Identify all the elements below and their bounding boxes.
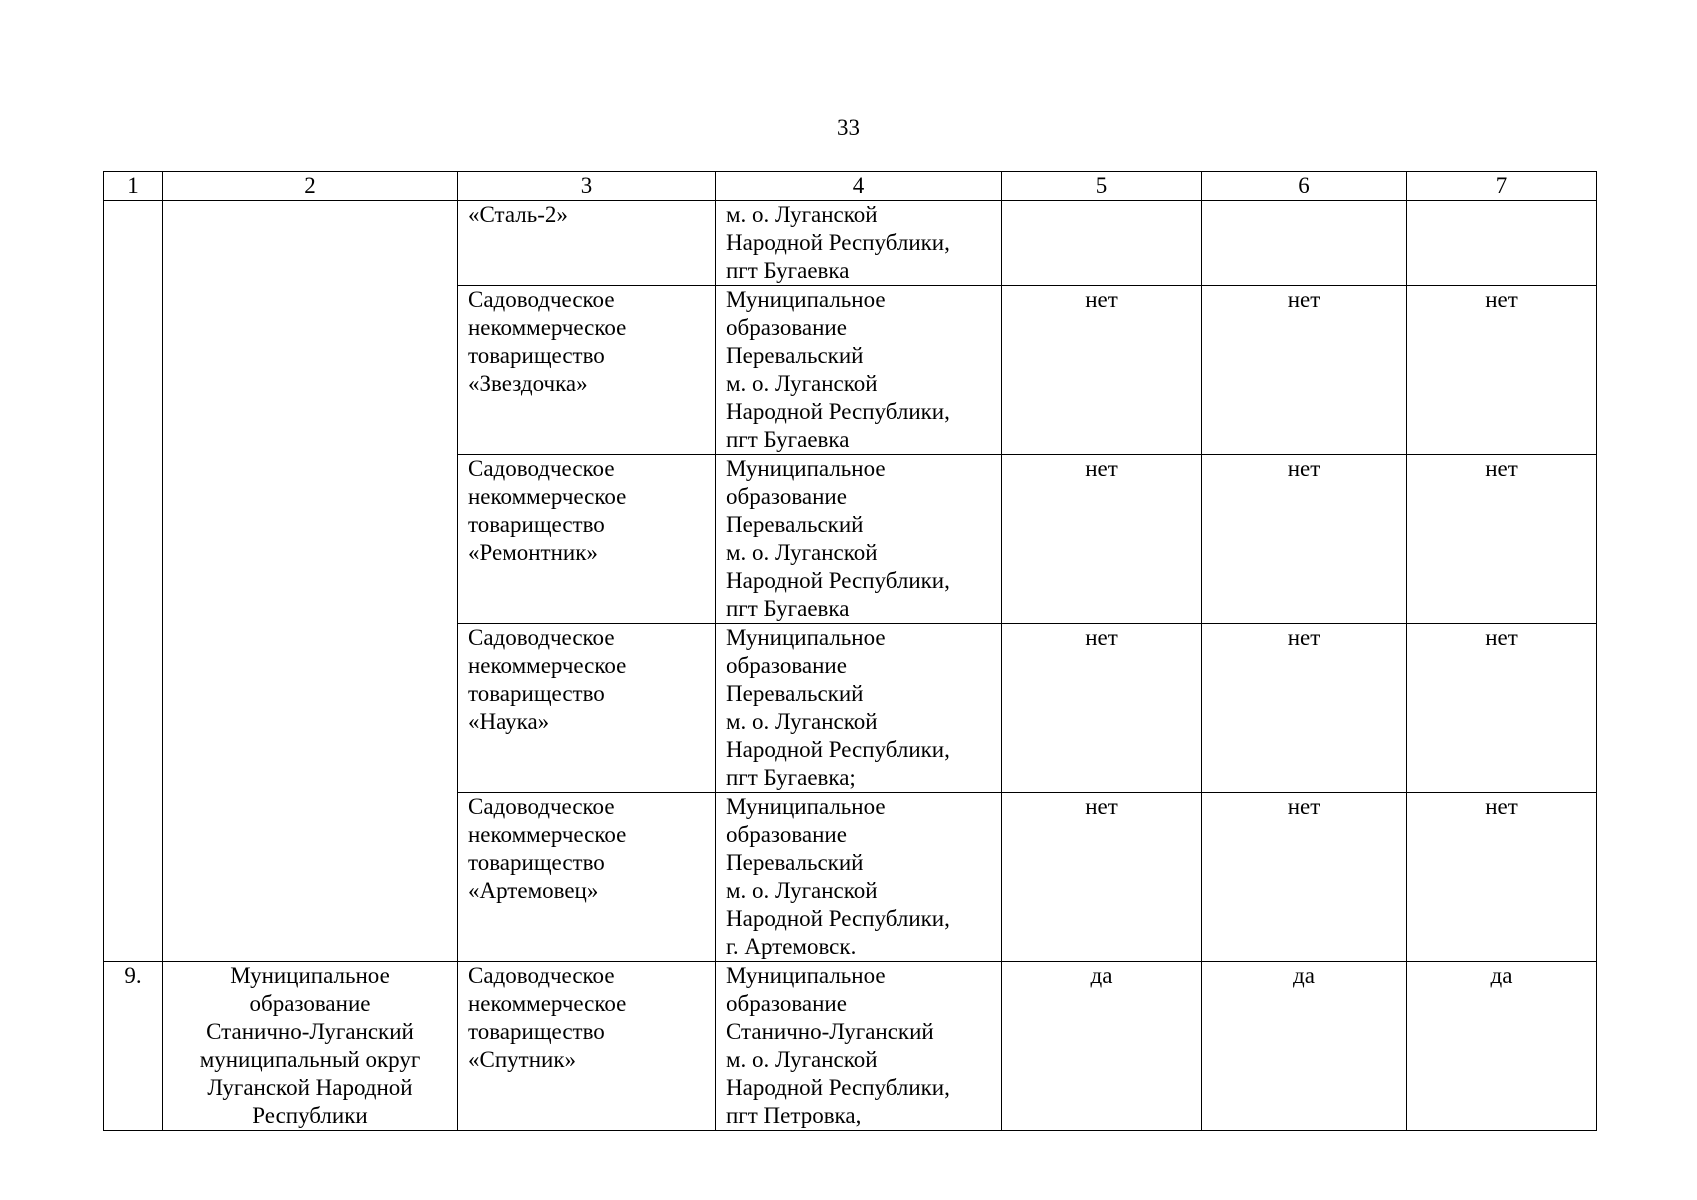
header-cell-7: 7 <box>1407 172 1597 201</box>
table-row <box>104 201 1597 286</box>
col5-cell: нет <box>1002 455 1202 624</box>
col5-cell: нет <box>1002 624 1202 793</box>
row-number-cell <box>104 201 163 962</box>
header-cell-4: 4 <box>716 172 1002 201</box>
address-cell: Муниципальное образование Перевальский м. о. Луганской Народной Республики, пгт Бугаевка <box>716 455 1002 624</box>
col5-cell: да <box>1002 962 1202 1131</box>
municipality-cell <box>163 201 458 962</box>
organization-name-cell: Садоводческое некоммерческое товарищество «Звездочка» <box>458 286 716 455</box>
organization-name-cell: «Сталь-2» <box>458 201 716 286</box>
municipality-cell: Муниципальное образование Станично-Луганский муниципальный округ Луганской Народной Республики <box>163 962 458 1131</box>
col6-cell <box>1202 201 1407 286</box>
address-cell: Муниципальное образование Перевальский м. о. Луганской Народной Республики, пгт Бугаевка <box>716 286 1002 455</box>
col6-cell: нет <box>1202 286 1407 455</box>
page-number: 33 <box>837 115 860 140</box>
col5-cell: нет <box>1002 793 1202 962</box>
col7-cell: нет <box>1407 624 1597 793</box>
header-cell-3: 3 <box>458 172 716 201</box>
address-cell: м. о. Луганской Народной Республики, пгт Бугаевка <box>716 201 1002 286</box>
organization-name-cell: Садоводческое некоммерческое товарищество «Спутник» <box>458 962 716 1131</box>
col7-cell: нет <box>1407 286 1597 455</box>
address-cell: Муниципальное образование Перевальский м. о. Луганской Народной Республики, г. Артемовск. <box>716 793 1002 962</box>
organization-name-cell: Садоводческое некоммерческое товарищество «Артемовец» <box>458 793 716 962</box>
header-cell-6: 6 <box>1202 172 1407 201</box>
table-row <box>104 962 1597 1131</box>
row-number-cell: 9. <box>104 962 163 1131</box>
header-cell-2: 2 <box>163 172 458 201</box>
organization-name-cell: Садоводческое некоммерческое товарищество «Ремонтник» <box>458 455 716 624</box>
address-cell: Муниципальное образование Станично-Луганский м. о. Луганской Народной Республики, пгт Петровка, <box>716 962 1002 1131</box>
col6-cell: да <box>1202 962 1407 1131</box>
organization-name-cell: Садоводческое некоммерческое товарищество «Наука» <box>458 624 716 793</box>
header-cell-1: 1 <box>104 172 163 201</box>
col5-cell: нет <box>1002 286 1202 455</box>
registry-table <box>103 171 1597 1131</box>
col7-cell: нет <box>1407 793 1597 962</box>
col6-cell: нет <box>1202 793 1407 962</box>
header-cell-5: 5 <box>1002 172 1202 201</box>
header-row <box>104 172 1597 201</box>
col7-cell: нет <box>1407 455 1597 624</box>
col7-cell <box>1407 201 1597 286</box>
col7-cell: да <box>1407 962 1597 1131</box>
col6-cell: нет <box>1202 455 1407 624</box>
address-cell: Муниципальное образование Перевальский м. о. Луганской Народной Республики, пгт Бугаевка; <box>716 624 1002 793</box>
col5-cell <box>1002 201 1202 286</box>
col6-cell: нет <box>1202 624 1407 793</box>
